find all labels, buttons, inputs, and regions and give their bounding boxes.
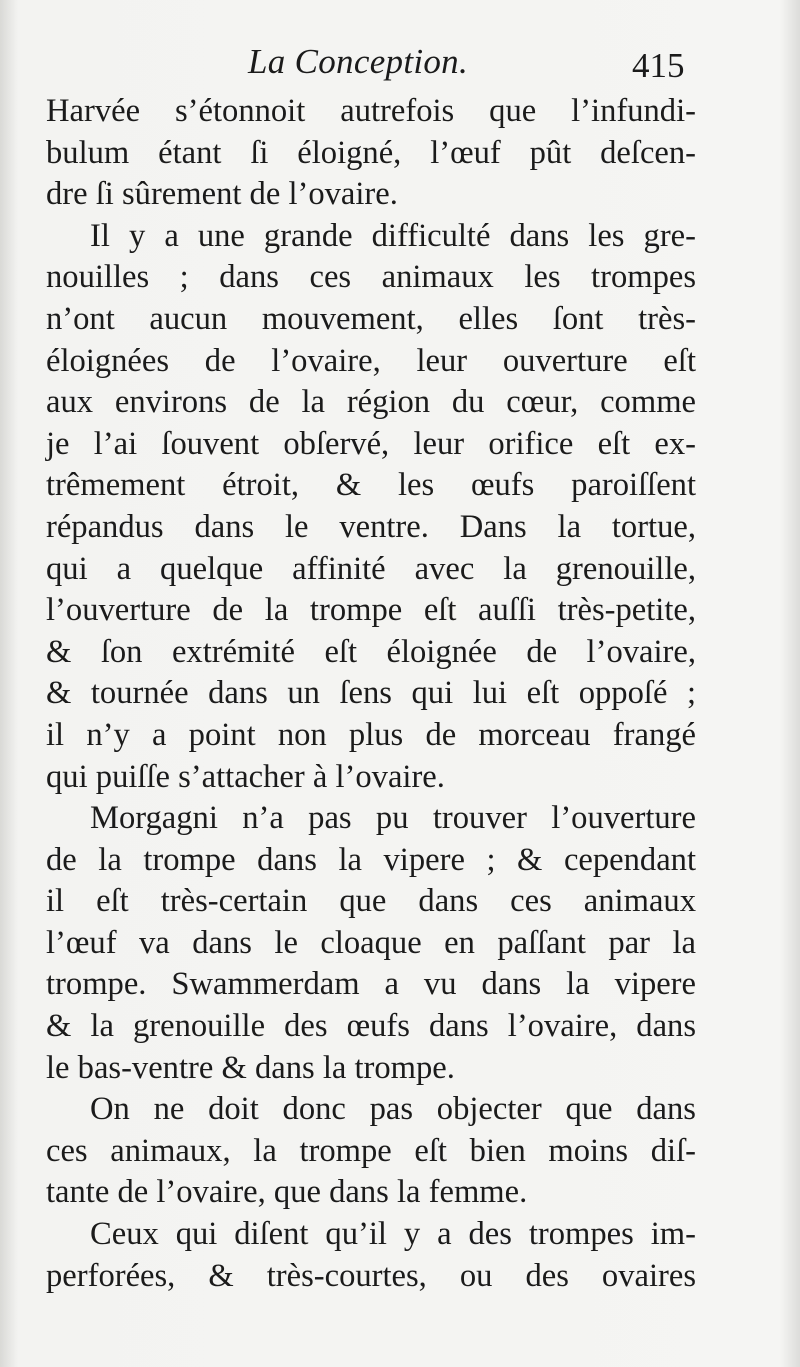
text-line: il n’y a point non plus de morceau frangé bbox=[46, 716, 696, 753]
text-line: qui a quelque affinité avec la grenouille, bbox=[46, 550, 696, 587]
text-line: & tournée dans un ſens qui lui eſt oppoſé ; bbox=[46, 675, 696, 712]
text-line: trompe. Swammerdam a vu dans la vipere bbox=[46, 966, 696, 1003]
body-text bbox=[46, 91, 696, 1297]
text-line: On ne doit donc pas objecter que dans bbox=[90, 1091, 696, 1128]
text-line: nouilles ; dans ces animaux les trompes bbox=[46, 259, 696, 296]
text-line: ces animaux, la trompe eſt bien moins diſ- bbox=[46, 1132, 696, 1169]
text-line: dre ſi sûrement de l’ovaire. bbox=[46, 176, 398, 213]
text-line: n’ont aucun mouvement, elles ſont très- bbox=[46, 300, 696, 337]
text-line: perforées, & très-courtes, ou des ovaires bbox=[46, 1257, 696, 1294]
text-line: trêmement étroit, & les œufs paroiſſent bbox=[46, 467, 696, 504]
text-line: je l’ai ſouvent obſervé, leur orifice eſt ex- bbox=[46, 425, 696, 462]
page-number: 415 bbox=[632, 46, 685, 85]
text-line: qui puiſſe s’attacher à l’ovaire. bbox=[46, 758, 445, 795]
running-title: La Conception. bbox=[248, 42, 469, 81]
text-line: l’œuf va dans le cloaque en paſſant par la bbox=[46, 924, 696, 961]
page-header bbox=[0, 38, 800, 98]
text-line: aux environs de la région du cœur, comme bbox=[46, 384, 696, 421]
text-line: l’ouverture de la trompe eſt auſſi très-petite, bbox=[46, 592, 696, 629]
text-line: répandus dans le ventre. Dans la tortue, bbox=[46, 508, 696, 545]
text-line: le bas-ventre & dans la trompe. bbox=[46, 1049, 455, 1086]
text-line: bulum étant ſi éloigné, l’œuf pût deſcen- bbox=[46, 134, 696, 171]
text-line: éloignées de l’ovaire, leur ouverture eſt bbox=[46, 342, 696, 379]
text-line: Morgagni n’a pas pu trouver l’ouverture bbox=[90, 800, 696, 837]
text-line: Ceux qui diſent qu’il y a des trompes im- bbox=[90, 1216, 696, 1253]
text-line: de la trompe dans la vipere ; & cependant bbox=[46, 841, 696, 878]
text-line: Il y a une grande difficulté dans les gre- bbox=[90, 217, 696, 254]
text-line: Harvée s’étonnoit autrefois que l’infundi- bbox=[46, 93, 696, 129]
text-line: il eſt très-certain que dans ces animaux bbox=[46, 883, 696, 920]
text-line: & ſon extrémité eſt éloignée de l’ovaire, bbox=[46, 633, 696, 670]
text-line: & la grenouille des œufs dans l’ovaire, dans bbox=[46, 1008, 696, 1045]
text-line: tante de l’ovaire, que dans la femme. bbox=[46, 1174, 528, 1211]
